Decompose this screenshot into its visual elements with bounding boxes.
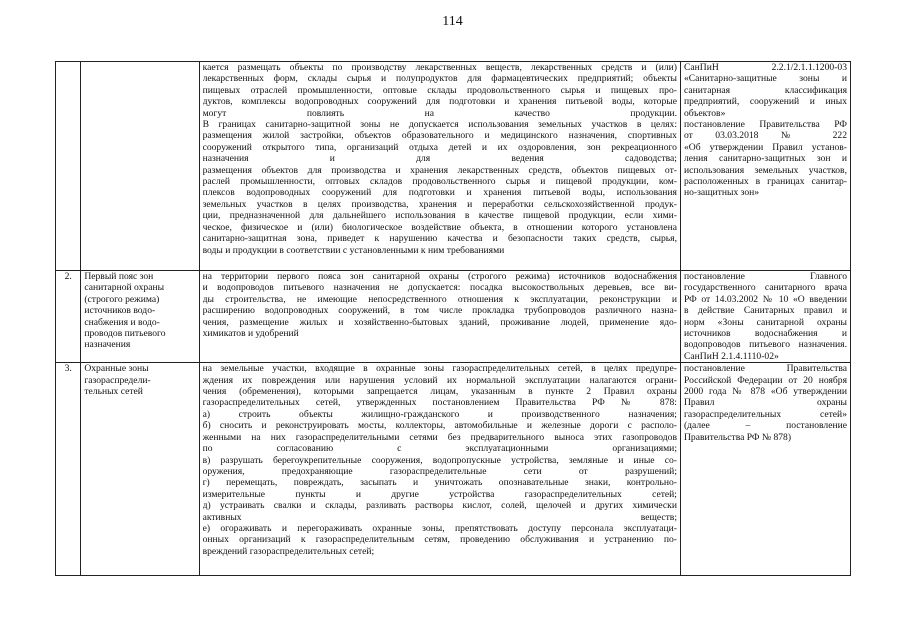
- legal-basis-line: постановление Правительства РФ: [683, 119, 847, 131]
- zone-name-line: назначения: [84, 339, 131, 351]
- table-row: [56, 271, 851, 363]
- restriction-line: чения, размещение жилых и хозяйственно-бытовых зданий, проживание людей, применение ядо-: [202, 316, 677, 328]
- zone-name-line: газораспредели-: [84, 374, 151, 386]
- table-row: [56, 62, 851, 271]
- restriction-line: лекарственных форм, склады сырья и полупродуктов для фармацевтических предприятий; объекты: [202, 73, 677, 85]
- zone-name-line: санитарной охраны: [84, 282, 165, 294]
- legal-basis-line: «Санитарно-защитные зоны и: [683, 73, 847, 85]
- zone-name-line: тельных сетей: [84, 386, 143, 398]
- zone-name-cell: [81, 363, 199, 576]
- legal-basis-line: санитарная классификация: [683, 84, 847, 96]
- restriction-line: размещения объектов для производства и хранения лекарственных средств, объектов пищевых от-: [202, 164, 677, 176]
- legal-basis-line: Российской Федерации от 20 ноября: [683, 374, 847, 386]
- restriction-line: д) устраивать свалки и склады, разливать растворы кислот, солей, щелочей и других химически: [202, 500, 677, 512]
- restriction-line: сооружений открытого типа, организаций отдыха детей и их оздоровления, зон рекреационного: [202, 141, 677, 153]
- legal-basis-line: (далее – постановление: [683, 420, 847, 432]
- legal-basis-cell: [680, 363, 850, 576]
- restrictions-cell: [199, 271, 680, 363]
- row-number: 3.: [64, 363, 72, 375]
- restriction-line: пищевых отраслей промышленности, оптовые склады продовольственного сырья и пищевых про-: [202, 84, 677, 96]
- restriction-line: вреждений газораспределительных сетей;: [202, 545, 375, 557]
- restriction-line: активных веществ;: [202, 511, 677, 523]
- legal-basis-line: водопроводов питьевого назначения.: [683, 339, 847, 351]
- restriction-line: ды строительства, не имеющие непосредственного отношения к эксплуатации, реконструкции и: [202, 293, 677, 305]
- legal-basis-line: Правил охраны: [683, 397, 847, 409]
- restriction-line: женными на них газораспределительными сетями без предварительного выноса этих газопроводов: [202, 431, 677, 443]
- legal-basis-line: РФ от 14.03.2002 № 10 «О введении: [683, 293, 847, 305]
- legal-basis-line: постановление Главного: [683, 271, 847, 282]
- zones-table: [55, 61, 851, 576]
- legal-basis-line: СанПиН 2.1.4.1110-02»: [683, 350, 779, 362]
- legal-basis-line: 2000 года № 878 «Об утверждении: [683, 386, 847, 398]
- restriction-line: а) строить объекты жилищно-гражданского и производственного назначения;: [202, 408, 677, 420]
- restriction-line: кается размещать объекты по производству лекарственных веществ, лекарственных средств и (или): [202, 62, 677, 73]
- zone-name-line: снабжения и водо-: [84, 316, 160, 328]
- zone-name-line: источников водо-: [84, 305, 156, 317]
- restriction-line: по согласованию с эксплуатационными организациями;: [202, 443, 677, 455]
- restriction-line: на территории первого пояса зон санитарной охраны (строгого режима) источников водоснабжения: [202, 271, 677, 282]
- page-number: 114: [442, 14, 463, 29]
- zone-name-line: (строгого режима): [84, 293, 160, 305]
- restriction-line: оружения, предохраняющие газораспределительные сети от разрушений;: [202, 465, 677, 477]
- row-number-cell: [56, 363, 81, 576]
- row-number-cell: [56, 62, 81, 271]
- legal-basis-cell: [680, 271, 850, 363]
- restriction-line: г) перемещать, повреждать, засыпать и уничтожать опознавательные знаки, контрольно-: [202, 477, 677, 489]
- restrictions-cell: [199, 363, 680, 576]
- restriction-line: ции, предназначенной для дальнейшего использования в качестве пищевой продукции, если хими-: [202, 210, 677, 222]
- restriction-line: плексов водопроводных сооружений для подготовки и хранения питьевой воды, использования: [202, 187, 677, 199]
- row-number: 2.: [64, 271, 72, 282]
- restriction-line: и водопроводов питьевого назначения не допускается: посадка высокоствольных деревьев, все ви-: [202, 282, 677, 294]
- restriction-line: ждения их повреждения или нарушения условий их нормальной эксплуатации налагаются ограни-: [202, 374, 677, 386]
- legal-basis-line: объектов»: [683, 107, 726, 119]
- legal-basis-line: источников водоснабжения и: [683, 328, 847, 340]
- legal-basis-line: постановление Правительства: [683, 363, 847, 375]
- restriction-line: назначения и для ведения садоводства;: [202, 153, 677, 165]
- legal-basis-line: «Об утверждении Правил установ-: [683, 141, 847, 153]
- legal-basis-line: в действие Санитарных правил и: [683, 305, 847, 317]
- legal-basis-line: Правительства РФ № 878): [683, 431, 792, 443]
- restriction-line: В границах санитарно-защитной зоны не допускается использования земельных участков в целях:: [202, 119, 677, 131]
- restriction-line: расширению водопроводных сооружений, в том числе прокладка трубопроводов различного назна-: [202, 305, 677, 317]
- restriction-line: чения (обременения), которыми запрещается лицам, указанным в пункте 2 Правил охраны: [202, 386, 677, 398]
- legal-basis-line: ления санитарно-защитных зон и: [683, 153, 847, 165]
- restriction-line: воды и продукции в соответствии с установленными к ним требованиями: [202, 244, 505, 256]
- zone-name-line: проводов питьевого: [84, 328, 166, 340]
- restriction-line: дуктов, комплексы водопроводных сооружений для подготовки и хранения питьевой воды, которые: [202, 96, 677, 108]
- zone-name-line: Охранные зоны: [84, 363, 149, 375]
- restriction-line: раслей промышленности, оптовых складов продовольственного сырья и пищевой продукции, ком-: [202, 176, 677, 188]
- restriction-line: земельных участков в целях производства, хранения и переработки сельскохозяйственной продук-: [202, 198, 677, 210]
- legal-basis-cell: [680, 62, 850, 271]
- legal-basis-line: использования земельных участков,: [683, 164, 847, 176]
- restriction-line: в) разрушать берегоукрепительные сооружения, водопропускные устройства, земляные и иные со-: [202, 454, 677, 466]
- restriction-line: измерительные пункты и другие устройства газораспределительных сетей;: [202, 488, 677, 500]
- restriction-line: могут повлиять на качество продукции.: [202, 107, 677, 119]
- legal-basis-line: предприятий, сооружений и иных: [683, 96, 847, 108]
- zone-name-line: Первый пояс зон: [84, 271, 154, 282]
- legal-basis-line: газораспределительных сетей»: [683, 408, 847, 420]
- legal-basis-line: от 03.03.2018 № 222: [683, 130, 847, 142]
- restriction-line: газораспределительных сетей, утвержденных постановлением Правительства РФ № 878:: [202, 397, 677, 409]
- restriction-line: санитарно-защитная зона, приведет к нарушению качества и безопасности таких средств, сырья,: [202, 233, 677, 245]
- legal-basis-line: расположенных в границах санитар-: [683, 176, 847, 188]
- legal-basis-line: норм «Зоны санитарной охраны: [683, 316, 847, 328]
- table-row: [56, 363, 851, 576]
- restriction-line: на земельные участки, входящие в охранные зоны газораспределительных сетей, в целях предупре-: [202, 363, 677, 375]
- row-number-cell: [56, 271, 81, 363]
- restriction-line: б) сносить и реконструировать мосты, коллекторы, автомобильные и железные дороги с располо-: [202, 420, 677, 432]
- restriction-line: онных организаций к газораспределительным сетям, проведению обслуживания и устранению по-: [202, 534, 677, 546]
- zone-name-cell: [81, 271, 199, 363]
- legal-basis-line: но-защитных зон»: [683, 187, 760, 199]
- restriction-line: е) огораживать и перегораживать охранные зоны, препятствовать доступу персонала эксплуатаци-: [202, 522, 677, 534]
- restriction-line: химикатов и удобрений: [202, 328, 299, 340]
- restrictions-cell: [199, 62, 680, 271]
- restriction-line: размещения жилой застройки, объектов образовательного и медицинского назначения, спортивных: [202, 130, 677, 142]
- legal-basis-line: СанПиН 2.2.1/2.1.1.1200-03: [683, 62, 847, 73]
- restriction-line: ческое, физическое и (или) биологическое воздействие объекта, в отношении которого установлена: [202, 221, 677, 233]
- zone-name-cell: [81, 62, 199, 271]
- legal-basis-line: государственного санитарного врача: [683, 282, 847, 294]
